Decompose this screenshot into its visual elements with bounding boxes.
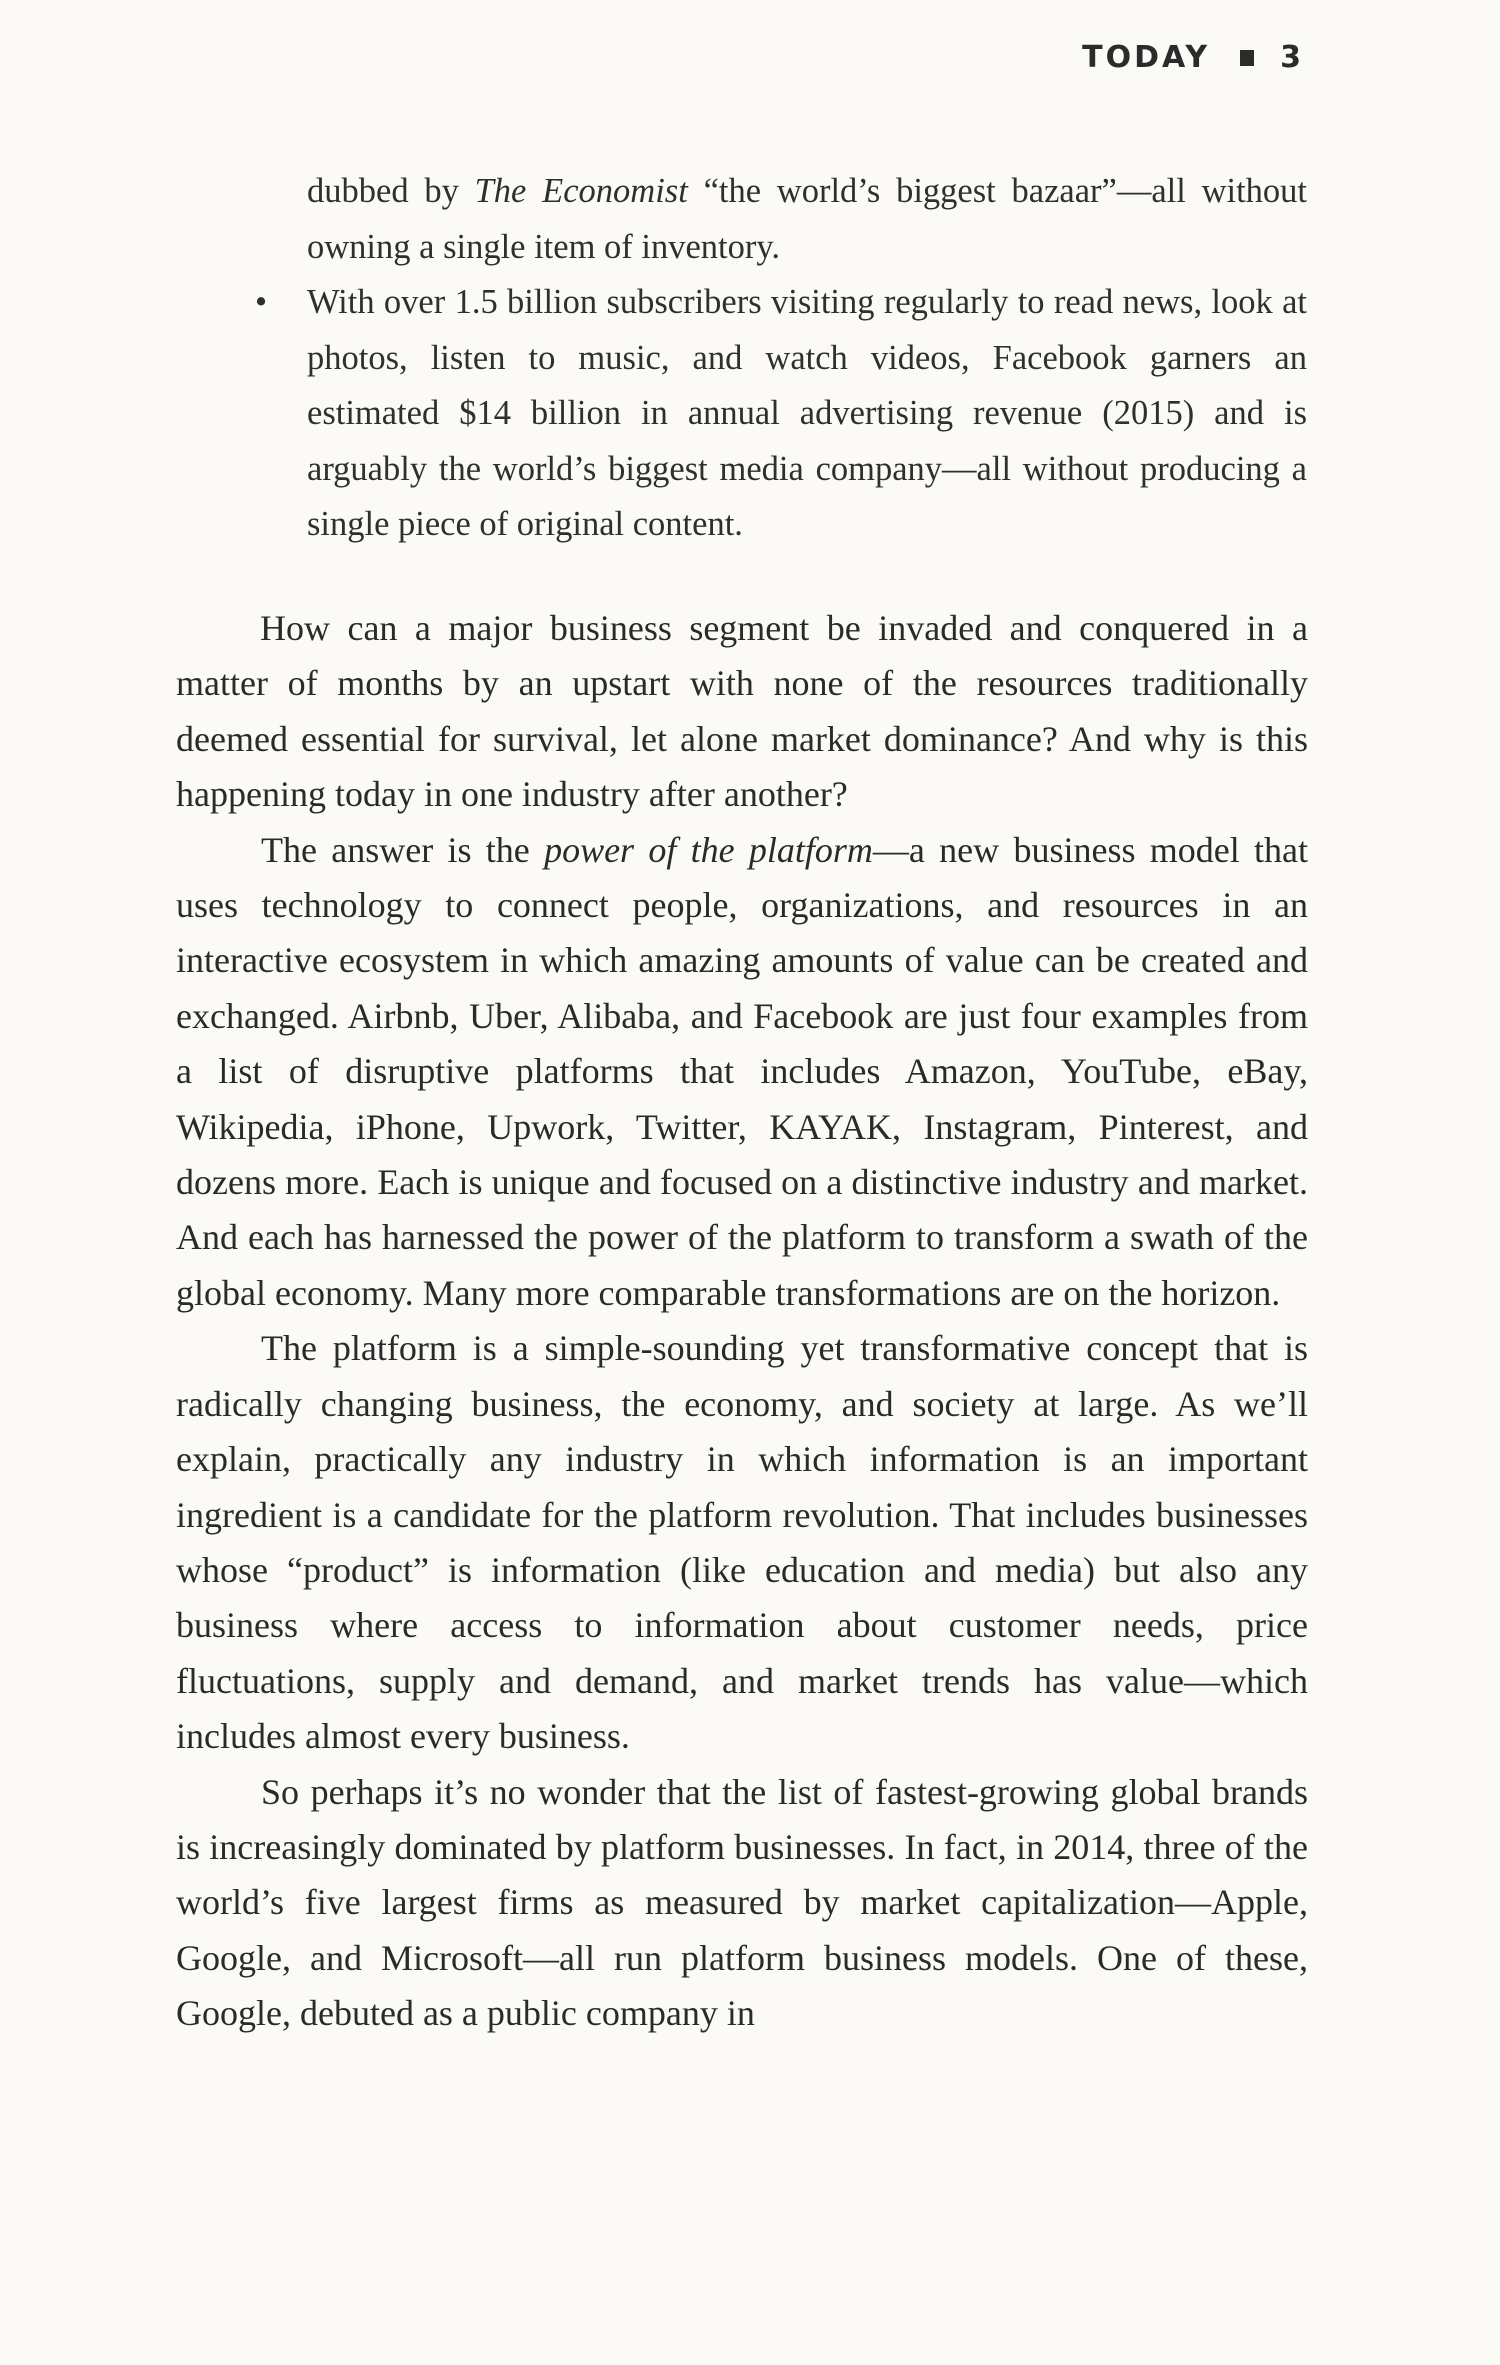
- body-text: [176, 601, 1308, 2042]
- emphasis: power of the platform: [544, 829, 873, 870]
- paragraph-3: The platform is a simple-sounding yet transformative concept that is radically changing business, the economy, and society at large. As we’ll explain, practically any industry in which information is an important ingredient is a candidate for the platform revolution. That includes businesses whose “product” is information (like education and media) but also any business where access to information about customer needs, price fluctuations, supply and demand, and market trends has value—which includes almost every business.: [176, 1328, 1308, 1757]
- section-title: TODAY: [1082, 40, 1211, 75]
- bullet-item: [255, 275, 1307, 553]
- square-bullet-icon: [1240, 50, 1254, 66]
- paragraph-4: So perhaps it’s no wonder that the list of fastest-growing global brands is increasingly dominated by platform businesses. In fact, in 2014, three of the world’s five largest firms as measured by market capitalization—Apple, Google, and Microsoft—all run platform business models. One of these, Google, debuted as a public company in: [176, 1771, 1308, 2034]
- page-number: 3: [1280, 40, 1304, 75]
- running-head: [1082, 40, 1304, 75]
- paragraph-2: The answer is the power of the platform—a new business model that uses technology to connect people, organizations, and resources in an interactive ecosystem in which amazing amounts of value can be created and exchanged. Airbnb, Uber, Alibaba, and Facebook are just four examples from a list of disruptive platforms that includes Amazon, YouTube, eBay, Wikipedia, iPhone, Upwork, Twitter, KAYAK, Instagram, Pinterest, and dozens more. Each is unique and focused on a distinctive industry and market. And each has harnessed the power of the platform to transform a swath of the global economy. Many more comparable transformations are on the horizon.: [176, 829, 1308, 1313]
- bullet-text: With over 1.5 billion subscribers visiting regularly to read news, look at photos, listen to music, and watch videos, Facebook garners an estimated $14 billion in annual advertising revenue (2015) and is arguably the world’s biggest media company—all without producing a single piece of original content.: [307, 283, 1307, 543]
- bullet-continuation: dubbed by The Economist “the world’s biggest bazaar”—all without owning a single item of inventory.: [307, 172, 1307, 266]
- bullet-list: [255, 164, 1307, 553]
- bullet-dot-icon: •: [255, 283, 268, 321]
- paragraph-1: How can a major business segment be invaded and conquered in a matter of months by an upstart with none of the resources traditionally deemed essential for survival, let alone market dominance? And why is this happening today in one industry after another?: [176, 608, 1308, 815]
- publication-title: The Economist: [474, 172, 688, 210]
